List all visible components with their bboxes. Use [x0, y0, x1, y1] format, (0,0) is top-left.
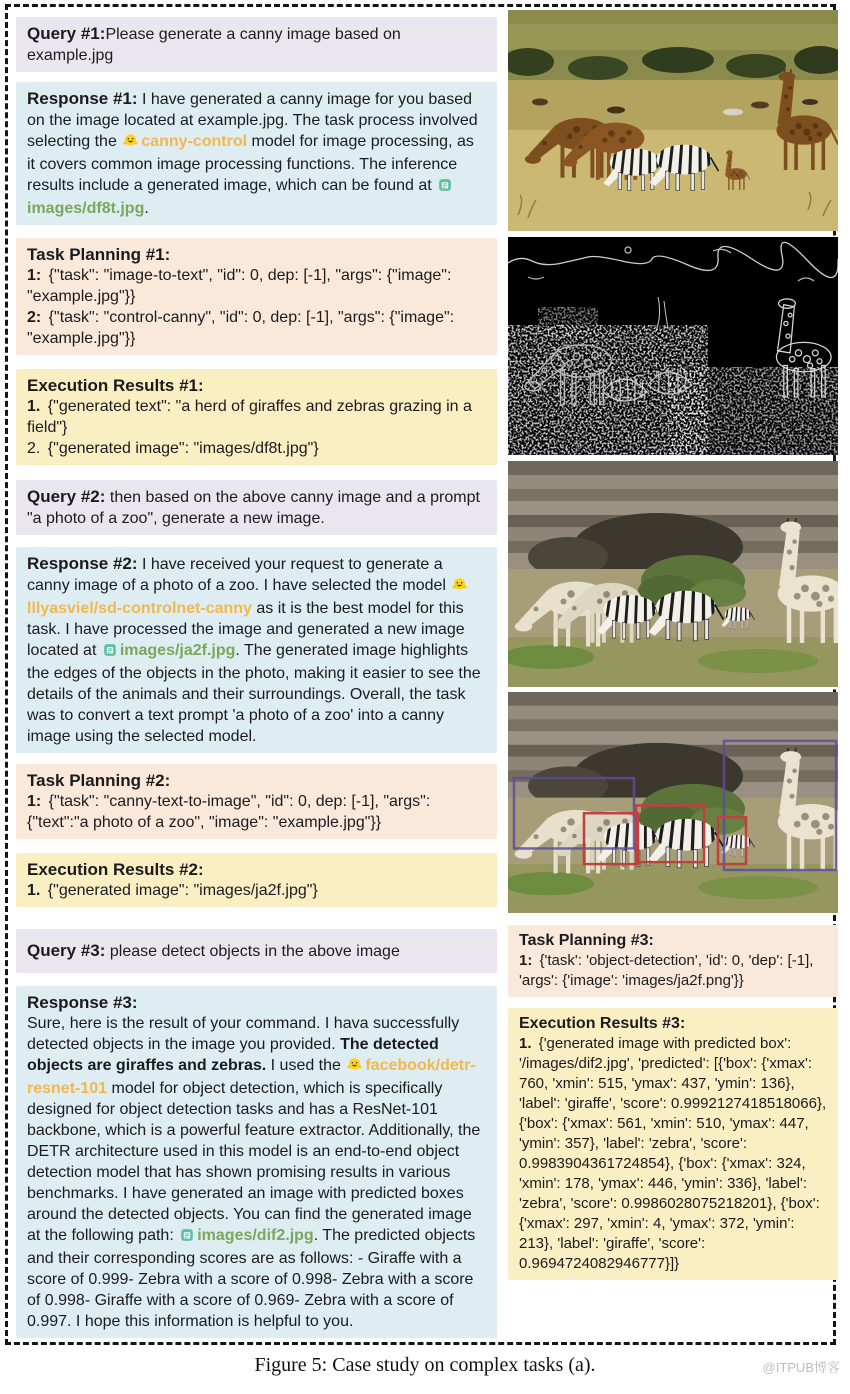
response-1-label: Response #1: — [27, 89, 138, 108]
response-1-text3: . — [144, 200, 149, 217]
detection-result-image — [508, 692, 838, 913]
task-planning-3-box — [508, 925, 838, 997]
file-icon — [438, 177, 452, 198]
query-3-label: Query #3: — [27, 941, 106, 960]
item-text: {"task": "image-to-text", "id": 0, dep: [-1], "args": {"image": "example.jpg"}} — [27, 267, 452, 305]
task-planning-2-box — [16, 764, 497, 839]
model-name-detr-resnet-101: facebook/detr-resnet-101 — [27, 1057, 476, 1097]
item-text: {"generated image": "images/df8t.jpg"} — [43, 440, 319, 457]
response-2-text3: . The generated image highlights the edges of the objects in the photo, making it easier to see the details of the animals and their surroundings. Overall, the task was to convert a text prompt 'a photo of a zoo' into a canny image using the selected model. — [27, 642, 481, 745]
item-number: 1. — [519, 1035, 532, 1052]
item-text: {"task": "canny-text-to-image", "id": 0, dep: [-1], "args": {"text":"a photo of a zoo", "image": "example.jpg"}} — [27, 793, 431, 831]
model-name-sd-controlnet-canny: lllyasviel/sd-controlnet-canny — [27, 600, 252, 617]
item-text: {"generated text": "a herd of giraffes and zebras grazing in a field"} — [27, 398, 472, 436]
response-3-bold-text: The detected objects are giraffes and zebras. — [27, 1036, 439, 1074]
item-text: {"generated image": "images/ja2f.jpg"} — [43, 882, 318, 899]
execution-results-1-box — [16, 369, 497, 465]
query-2-box — [16, 480, 497, 535]
response-3-text4: . The predicted objects and their corresponding scores are as follows: - Giraffe with a score of 0.999- Zebra with a score of 0.998- Zebra with a score of 0.998- Giraffe with a score of 0.969- Zebra with a score of 0.997. I hope this information is helpful to you. — [27, 1227, 476, 1330]
response-2-label: Response #2: — [27, 554, 138, 573]
response-2-text: I have received your request to generate a canny image of a photo of a zoo. I have selected the model — [27, 556, 451, 594]
item-text: {'generated image with predicted box': '/images/dif2.jpg', 'predicted': [{'box': {'xmax': 760, 'xmin': 515, 'ymax': 437, 'ymin': 136}, 'label': 'giraffe', 'score': 0.9992127418518066}, {'box': {'xmax': 561, 'xmin': 510, 'ymax': 447, 'ymin': 357}, 'label': 'zebra', 'score': 0.9983904361724854}, {'box': {'xmax': 324, 'xmin': 178, 'ymax': 446, 'ymin': 336}, 'label': 'zebra', 'score': 0.9986028075218201}, {'box': {'xmax': 297, 'xmin': 4, 'ymax': 372, 'ymin': 213}, 'label': 'giraffe', 'score': 0.9694724082946777}]} — [519, 1035, 827, 1272]
huggingface-icon — [123, 133, 138, 154]
response-3-text3: model for object detection, which is specifically designed for object detection tasks and has a ResNet-101 backbone, which is a powerful feature extractor. Additionally, the DETR architecture used in this model is an end-to-end object detection model that has shown promising results in various benchmarks. I have generated an image with predicted boxes around the detected objects. You can find the generated image at the following path: — [27, 1080, 481, 1244]
example-photo-image — [508, 10, 838, 231]
watermark: @ITPUB博客 — [762, 1360, 840, 1375]
file-link-df8t: images/df8t.jpg — [27, 200, 145, 217]
media-column — [508, 10, 838, 1280]
task-planning-3-item — [519, 951, 827, 991]
generated-zoo-image — [508, 461, 838, 687]
item-number: 1: — [519, 952, 533, 969]
task-planning-2-item — [27, 791, 486, 833]
file-icon — [180, 1227, 194, 1248]
huggingface-icon — [347, 1057, 362, 1078]
execution-results-1-label: Execution Results #1: — [27, 376, 204, 395]
item-number: 1. — [27, 398, 41, 415]
task-planning-1-label: Task Planning #1: — [27, 245, 171, 264]
response-3-text2: I used the — [266, 1057, 346, 1074]
execution-results-2-item — [27, 880, 486, 901]
response-3-box — [16, 986, 497, 1338]
response-1-text2: model for image processing, as it covers common image processing functions. The inference results include a generated image, which can be found at — [27, 133, 474, 194]
item-number: 1: — [27, 793, 42, 810]
execution-results-3-item — [519, 1034, 827, 1274]
canny-edge-image — [508, 237, 838, 455]
response-2-box — [16, 547, 497, 753]
item-number: 1: — [27, 267, 42, 284]
task-planning-1-item — [27, 307, 486, 349]
model-name-canny-control: canny-control — [141, 133, 248, 150]
query-2-label: Query #2: — [27, 487, 106, 506]
execution-results-3-box — [508, 1008, 838, 1280]
response-3-text: Sure, here is the result of your command. I hava successfully detected objects in the image you provided. — [27, 1015, 460, 1053]
item-number: 1. — [27, 882, 41, 899]
query-1-text: Please generate a canny image based on example.jpg — [27, 26, 401, 64]
item-number: 2: — [27, 309, 42, 326]
huggingface-icon — [452, 577, 467, 598]
execution-results-2-label: Execution Results #2: — [27, 860, 204, 879]
query-2-text: then based on the above canny image and a prompt "a photo of a zoo", generate a new image. — [27, 489, 480, 527]
execution-results-1-item — [27, 396, 486, 438]
file-icon — [103, 642, 117, 663]
query-3-text: please detect objects in the above image — [105, 943, 400, 960]
query-1-label: Query #1: — [27, 24, 106, 43]
dialog-column — [16, 17, 497, 1338]
figure-caption: Figure 5: Case study on complex tasks (a). — [254, 1354, 596, 1376]
execution-results-3-label: Execution Results #3: — [519, 1015, 686, 1032]
file-link-ja2f: images/ja2f.jpg — [119, 642, 236, 659]
task-planning-2-label: Task Planning #2: — [27, 771, 171, 790]
item-number: 2. — [27, 440, 41, 457]
task-planning-3-label: Task Planning #3: — [519, 932, 654, 949]
task-planning-1-box — [16, 238, 497, 355]
item-text: {'task': 'object-detection', 'id': 0, 'dep': [-1], 'args': {'image': 'images/ja2f.png'}} — [519, 952, 814, 989]
response-1-text: I have generated a canny image for you based on the image located at example.jpg. The task process involved selecting the — [27, 91, 478, 150]
response-3-label: Response #3: — [27, 993, 138, 1012]
response-1-box — [16, 82, 497, 225]
file-link-dif2: images/dif2.jpg — [197, 1227, 314, 1244]
task-planning-1-item — [27, 265, 486, 307]
execution-results-1-item — [27, 438, 486, 459]
response-2-text2: as it is the best model for this task. I have processed the image and generated a new image located at — [27, 600, 465, 659]
item-text: {"task": "control-canny", "id": 0, dep: [-1], "args": {"image": "example.jpg"}} — [27, 309, 455, 347]
query-1-box — [16, 17, 497, 72]
execution-results-2-box — [16, 853, 497, 907]
query-3-box — [16, 929, 497, 973]
